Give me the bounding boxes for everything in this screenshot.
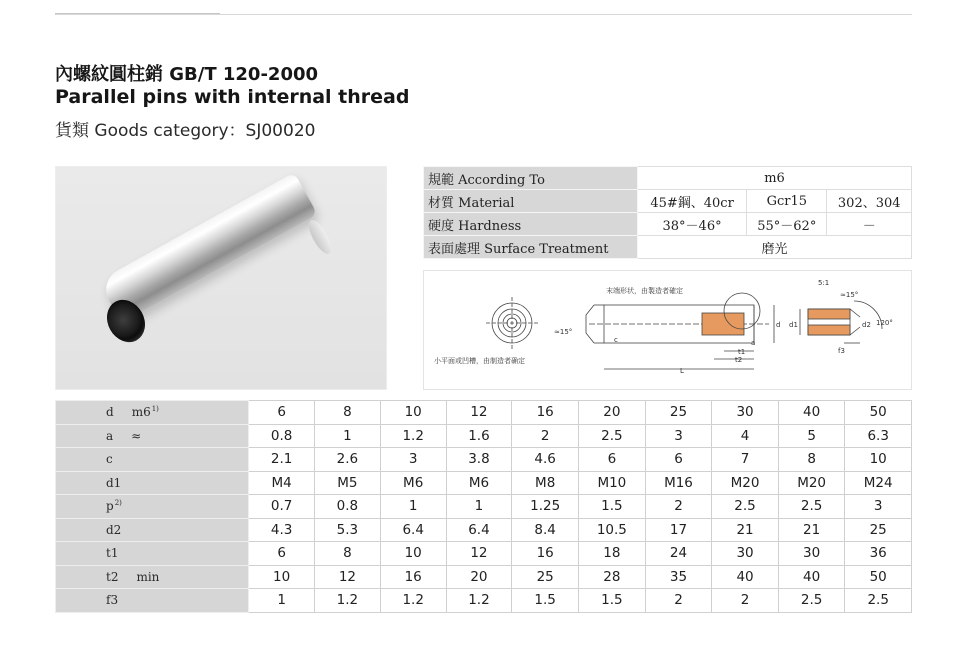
dim-d: d [776,321,781,329]
row-label [56,495,249,519]
table-cell: 4 [712,424,779,448]
table-cell: M6 [380,471,446,495]
table-cell: 0.8 [315,495,381,519]
dim-t2: t2 [735,356,743,364]
end-view [486,297,538,349]
table-row [56,471,912,495]
table-row [56,424,912,448]
table-cell: 6.3 [845,424,912,448]
table-cell: 12 [446,401,512,425]
table-cell: 1.2 [380,589,446,613]
table-cell: 40 [712,565,779,589]
table-cell: 16 [380,565,446,589]
table-cell: 2.1 [249,448,315,472]
goods-category: 貨類 Goods category：SJ00020 [55,121,316,141]
row-label-text: p [106,499,114,514]
table-cell: 25 [845,518,912,542]
spec-cell: 45#鋼、40cr [638,190,747,213]
table-cell: 6 [579,448,646,472]
row-label-text: a [106,428,114,443]
spec-value-according: m6 [638,167,912,190]
table-cell: 1.2 [446,589,512,613]
angle-label: ≈15° [554,328,573,336]
table-cell: M4 [249,471,315,495]
table-cell: 5.3 [315,518,381,542]
table-cell: 1 [446,495,512,519]
table-cell: M20 [712,471,779,495]
table-row [56,401,912,425]
table-cell: M5 [315,471,381,495]
row-label-text: t1 [106,546,119,561]
spec-cell: － [827,213,912,236]
table-cell: 18 [579,542,646,566]
table-cell: 8 [778,448,845,472]
spec-cell: 55°－62° [747,213,827,236]
table-cell: 1.5 [512,589,579,613]
table-row [56,495,912,519]
table-cell: 21 [778,518,845,542]
title-english: Parallel pins with internal thread [55,86,410,108]
row-label [56,565,249,589]
table-cell: 6 [645,448,712,472]
table-cell: 0.8 [249,424,315,448]
row-label-text: d [106,405,114,420]
dim-d2: d2 [862,321,871,329]
table-cell: 40 [778,565,845,589]
spec-row-surface [424,236,912,259]
table-cell: 28 [579,565,646,589]
table-cell: 4.6 [512,448,579,472]
table-cell: 2 [712,589,779,613]
table-cell: 1.2 [380,424,446,448]
table-cell: 10 [249,565,315,589]
table-cell: 50 [845,401,912,425]
table-cell: 2.5 [579,424,646,448]
row-label-suffix: m6 [131,405,151,420]
table-cell: 10 [380,542,446,566]
table-cell: 6 [249,542,315,566]
table-cell: 35 [645,565,712,589]
dim-a: a [751,339,756,347]
table-cell: 3 [645,424,712,448]
spec-label-hardness: 硬度 Hardness [424,213,638,236]
table-cell: M20 [778,471,845,495]
note-end: 末端形状，由製造者確定 [606,287,683,295]
row-label-text: c [106,452,113,467]
table-cell: 12 [446,542,512,566]
table-cell: 3 [845,495,912,519]
table-cell: M8 [512,471,579,495]
row-label [56,471,249,495]
spec-label-material: 材質 Material [424,190,638,213]
table-cell: 5 [778,424,845,448]
spec-cell: 302、304 [827,190,912,213]
table-cell: 0.7 [249,495,315,519]
table-cell: 30 [712,401,779,425]
spec-label-surface: 表面處理 Surface Treatment [424,236,638,259]
row-label [56,542,249,566]
table-row [56,565,912,589]
table-row [56,518,912,542]
row-label-footnote: 2) [114,499,122,508]
dim-d1: d1 [789,321,798,329]
table-cell: 16 [512,542,579,566]
table-cell: 1 [315,424,381,448]
table-cell: 6 [249,401,315,425]
table-cell: 30 [778,542,845,566]
table-cell: 3 [380,448,446,472]
row-label-suffix: ≈ [131,428,142,443]
table-row [56,589,912,613]
table-cell: M24 [845,471,912,495]
spec-table [423,166,912,259]
table-cell: 2.5 [778,495,845,519]
table-cell: 8 [315,542,381,566]
table-cell: 1.5 [579,495,646,519]
row-label [56,518,249,542]
dimension-table-body [56,401,912,613]
table-cell: M16 [645,471,712,495]
table-cell: 12 [315,565,381,589]
table-cell: 2.5 [845,589,912,613]
row-label [56,589,249,613]
title-chinese: 內螺紋圓柱銷 GB/T 120-2000 [55,64,319,85]
row-label-text: f3 [106,593,119,608]
table-cell: 2 [645,495,712,519]
table-cell: 4.3 [249,518,315,542]
table-cell: 25 [645,401,712,425]
dimension-table [55,400,912,613]
table-cell: 24 [645,542,712,566]
spec-label-according: 規範 According To [424,167,638,190]
row-label-suffix: min [136,569,160,584]
row-label-text: d2 [106,522,122,537]
row-label-footnote: 1) [151,405,159,414]
table-cell: 3.8 [446,448,512,472]
angle-chamfer: ≈15° [840,291,859,299]
table-cell: 2 [512,424,579,448]
note-face: 小平面或凹槽，由制造者确定 [434,357,525,365]
drawing-svg [424,271,911,389]
dim-t1: t1 [738,348,746,356]
row-label [56,424,249,448]
side-view [586,293,774,369]
scale-label: 5:1 [818,279,830,287]
table-cell: 20 [579,401,646,425]
spec-value-surface: 磨光 [638,236,912,259]
technical-drawing [423,270,912,390]
table-cell: 10.5 [579,518,646,542]
table-row [56,448,912,472]
row-label [56,448,249,472]
table-cell: 7 [712,448,779,472]
dim-c: c [614,336,618,344]
table-cell: 10 [380,401,446,425]
table-cell: 2.5 [712,495,779,519]
table-cell: 30 [712,542,779,566]
table-cell: 6.4 [446,518,512,542]
table-cell: M6 [446,471,512,495]
table-cell: 1 [249,589,315,613]
row-label [56,401,249,425]
row-label-text: t2 [106,569,119,584]
table-cell: 1.5 [579,589,646,613]
table-cell: 8 [315,401,381,425]
table-cell: 1 [380,495,446,519]
table-cell: 17 [645,518,712,542]
table-cell: 2.5 [778,589,845,613]
spec-row-material [424,190,912,213]
table-cell: 1.6 [446,424,512,448]
table-cell: 50 [845,565,912,589]
table-cell: 8.4 [512,518,579,542]
table-cell: 1.2 [315,589,381,613]
table-cell: 10 [845,448,912,472]
table-cell: 20 [446,565,512,589]
table-cell: 1.25 [512,495,579,519]
table-cell: 2 [645,589,712,613]
table-cell: 25 [512,565,579,589]
dim-f3: f3 [838,347,845,355]
table-cell: 2.6 [315,448,381,472]
product-photo [55,166,387,390]
table-cell: M10 [579,471,646,495]
table-cell: 21 [712,518,779,542]
table-cell: 36 [845,542,912,566]
top-rule [55,14,912,15]
spec-cell: 38°－46° [638,213,747,236]
table-cell: 6.4 [380,518,446,542]
header-block [55,64,409,141]
table-row [56,542,912,566]
spec-row-according [424,167,912,190]
table-cell: 40 [778,401,845,425]
spec-row-hardness [424,213,912,236]
dim-L: L [680,367,684,375]
spec-cell: Gcr15 [747,190,827,213]
table-cell: 16 [512,401,579,425]
angle-120: 120° [876,319,893,327]
row-label-text: d1 [106,475,122,490]
